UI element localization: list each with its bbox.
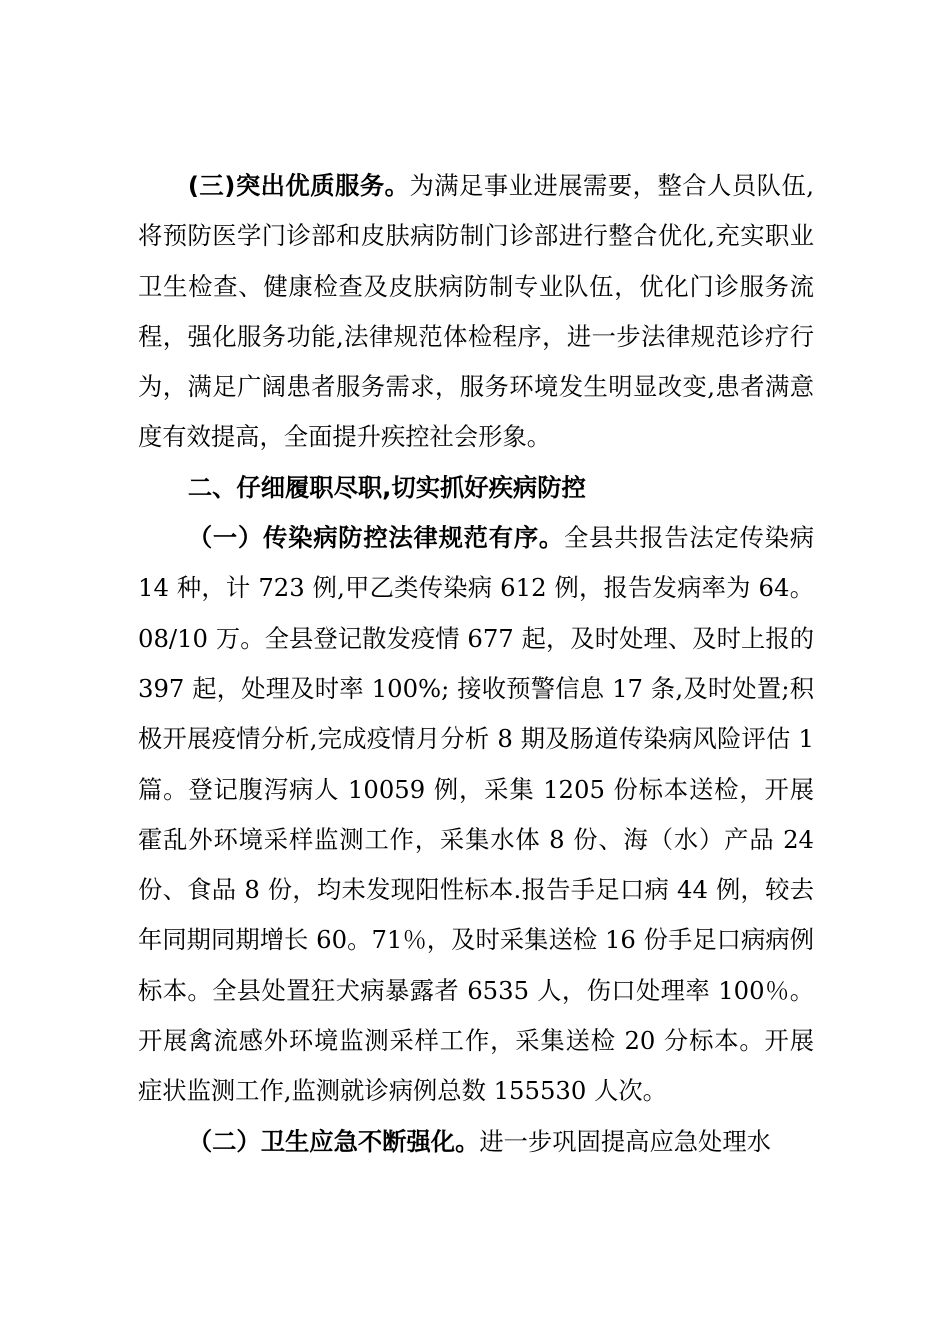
paragraph-health-emergency	[138, 1117, 814, 1167]
paragraph-body: 为满足事业进展需要，整合人员队伍,将预防医学门诊部和皮肤病防制门诊部进行整合优化,充实职业卫生检查、健康检查及皮肤病防制专业队伍，优化门诊服务流程，强化服务功能,法律规范体检程序，进一步法律规范诊疗行为，满足广阔患者服务需求，服务环境发生明显改变,患者满意度有效提高，全面提升疾控社会形象。	[138, 171, 814, 452]
paragraph-lead: （一）传染病防控法律规范有序。	[187, 523, 564, 553]
paragraph-lead: (三)突出优质服务。	[187, 171, 410, 200]
paragraph-lead: （二）卫生应急不断强化。	[187, 1126, 480, 1156]
section-heading: 二、仔细履职尽职,切实抓好疾病防控	[187, 472, 586, 502]
paragraph-infectious-disease	[138, 513, 814, 1117]
paragraph-quality-service	[138, 161, 814, 463]
paragraph-body: 进一步巩固提高应急处理水	[479, 1126, 771, 1156]
document-page	[138, 161, 814, 1167]
paragraph-body: 全县共报告法定传染病 14 种，计 723 例,甲乙类传染病 612 例，报告发病率为 64。08/10 万。全县登记散发疫情 677 起，及时处理、及时上报的 397 起，处理及时率 100%; 接收预警信息 17 条,及时处置;积极开展疫情分析,完成疫情月分析 8 期及肠道传染病风险评估 1 篇。登记腹泻病人 10059 例，采集 1205 份标本送检，开展霍乱外环境采样监测工作，采集水体 8 份、海（水）产品 24 份、食品 8 份，均未发现阳性标本.报告手足口病 44 例，较去年同期同期增长 60。71％，及时采集送检 16 份手足口病病例标本。全县处置狂犬病暴露者 6535 人，伤口处理率 100％。开展禽流感外环境监测采样工作，采集送检 20 分标本。开展症状监测工作,监测就诊病例总数 155530 人次。	[138, 523, 815, 1106]
